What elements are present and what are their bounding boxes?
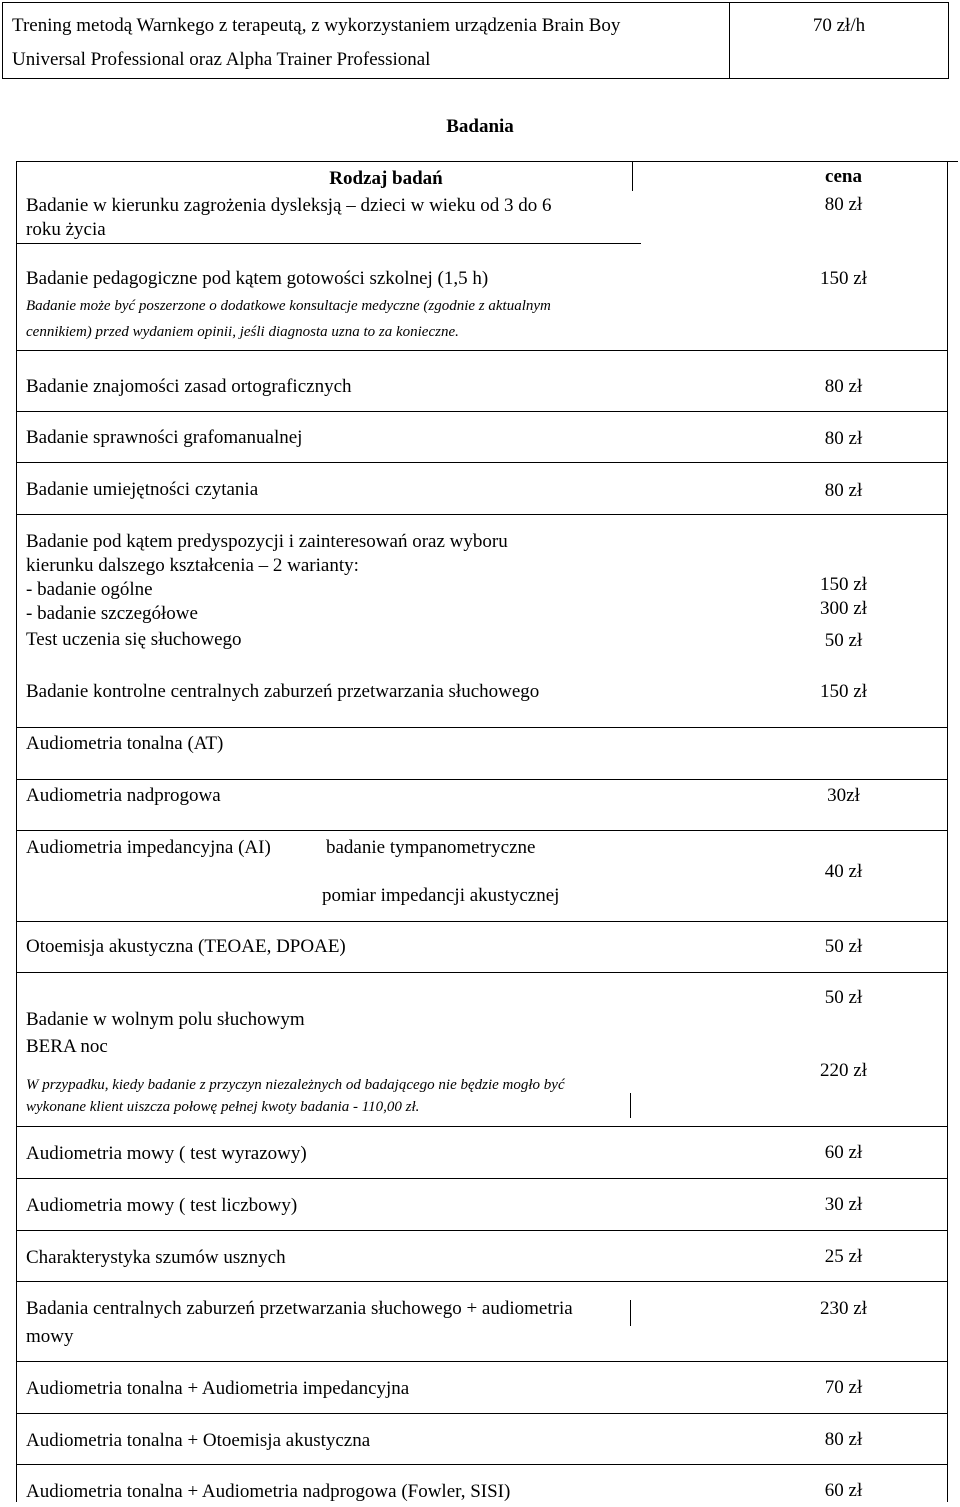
- row11-label: Audiometria impedancyjna (AI): [26, 837, 271, 858]
- row11-sub1: badanie tympanometryczne: [326, 837, 536, 858]
- row17-label: Charakterystyka szumów usznych: [26, 1247, 286, 1268]
- row6-price1: 150 zł: [820, 574, 867, 595]
- row20-price: 80 zł: [824, 1429, 863, 1450]
- row9-label: Audiometria tonalna (AT): [26, 733, 224, 754]
- row6-line4: - badanie szczegółowe: [26, 603, 198, 624]
- row20-label: Audiometria tonalna + Otoemisja akustyczna: [26, 1430, 371, 1451]
- row10-price: 30zł: [827, 785, 860, 806]
- row1-line1: Badanie w kierunku zagrożenia dysleksją – dzieci w wieku od 3 do 6: [26, 195, 552, 216]
- row14-label: BERA noc: [26, 1036, 108, 1057]
- training-title-line2: Universal Professional oraz Alpha Trainer Professional: [12, 49, 431, 70]
- training-title-line1: Trening metodą Warnkego z terapeutą, z wykorzystaniem urządzenia Brain Boy: [12, 15, 621, 36]
- row14-note2: wykonane klient uiszcza połowę pełnej kwoty badania - 110,00 zł.: [26, 1099, 420, 1115]
- col-header-price: cena: [825, 166, 862, 187]
- row10-label: Audiometria nadprogowa: [26, 785, 221, 806]
- row3-label: Badanie znajomości zasad ortograficznych: [26, 376, 352, 397]
- row12-price: 50 zł: [824, 936, 863, 957]
- row14-note1: W przypadku, kiedy badanie z przyczyn niezależnych od badającego nie będzie mogło być: [26, 1077, 565, 1093]
- section-title: Badania: [446, 116, 514, 137]
- row5-price: 80 zł: [824, 480, 863, 501]
- row21-price: 60 zł: [824, 1480, 863, 1501]
- row7-price: 50 zł: [824, 630, 863, 651]
- row4-label: Badanie sprawności grafomanualnej: [26, 427, 303, 448]
- row17-price: 25 zł: [824, 1246, 863, 1267]
- row13-label: Badanie w wolnym polu słuchowym: [26, 1009, 305, 1030]
- row11-price: 40 zł: [824, 861, 863, 882]
- row2-line1: Badanie pedagogiczne pod kątem gotowości szkolnej (1,5 h): [26, 268, 489, 289]
- row8-label: Badanie kontrolne centralnych zaburzeń przetwarzania słuchowego: [26, 681, 540, 702]
- row15-price: 60 zł: [824, 1142, 863, 1163]
- row8-price: 150 zł: [820, 681, 867, 702]
- row16-label: Audiometria mowy ( test liczbowy): [26, 1195, 298, 1216]
- row19-price: 70 zł: [824, 1377, 863, 1398]
- row21-label: Audiometria tonalna + Audiometria nadprogowa (Fowler, SISI): [26, 1481, 511, 1502]
- row18-line2: mowy: [26, 1326, 74, 1347]
- row5-label: Badanie umiejętności czytania: [26, 479, 259, 500]
- row6-price2: 300 zł: [820, 598, 867, 619]
- row2-note2: cennikiem) przed wydaniem opinii, jeśli diagnosta uzna to za konieczne.: [26, 324, 459, 340]
- row13-price: 50 zł: [824, 987, 863, 1008]
- row2-note1: Badanie może być poszerzone o dodatkowe konsultacje medyczne (zgodnie z aktualnym: [26, 298, 551, 314]
- row18-price: 230 zł: [820, 1298, 867, 1319]
- row6-line2: kierunku dalszego kształcenia – 2 warianty:: [26, 555, 359, 576]
- row1-line2: roku życia: [26, 219, 106, 240]
- row16-price: 30 zł: [824, 1194, 863, 1215]
- row11-sub2: pomiar impedancji akustycznej: [322, 885, 560, 906]
- row4-price: 80 zł: [824, 428, 863, 449]
- row19-label: Audiometria tonalna + Audiometria impedancyjna: [26, 1378, 410, 1399]
- row6-line3: - badanie ogólne: [26, 579, 153, 600]
- row7-label: Test uczenia się słuchowego: [26, 629, 242, 650]
- col-header-type: Rodzaj badań: [329, 168, 443, 189]
- row1-price: 80 zł: [824, 194, 863, 215]
- row6-line1: Badanie pod kątem predyspozycji i zainteresowań oraz wyboru: [26, 531, 508, 552]
- row3-price: 80 zł: [824, 376, 863, 397]
- row18-line1: Badania centralnych zaburzeń przetwarzania słuchowego + audiometria: [26, 1298, 573, 1319]
- row15-label: Audiometria mowy ( test wyrazowy): [26, 1143, 307, 1164]
- row14-price: 220 zł: [820, 1060, 867, 1081]
- row2-price: 150 zł: [820, 268, 867, 289]
- row12-label: Otoemisja akustyczna (TEOAE, DPOAE): [26, 936, 346, 957]
- training-price: 70 zł/h: [812, 15, 866, 36]
